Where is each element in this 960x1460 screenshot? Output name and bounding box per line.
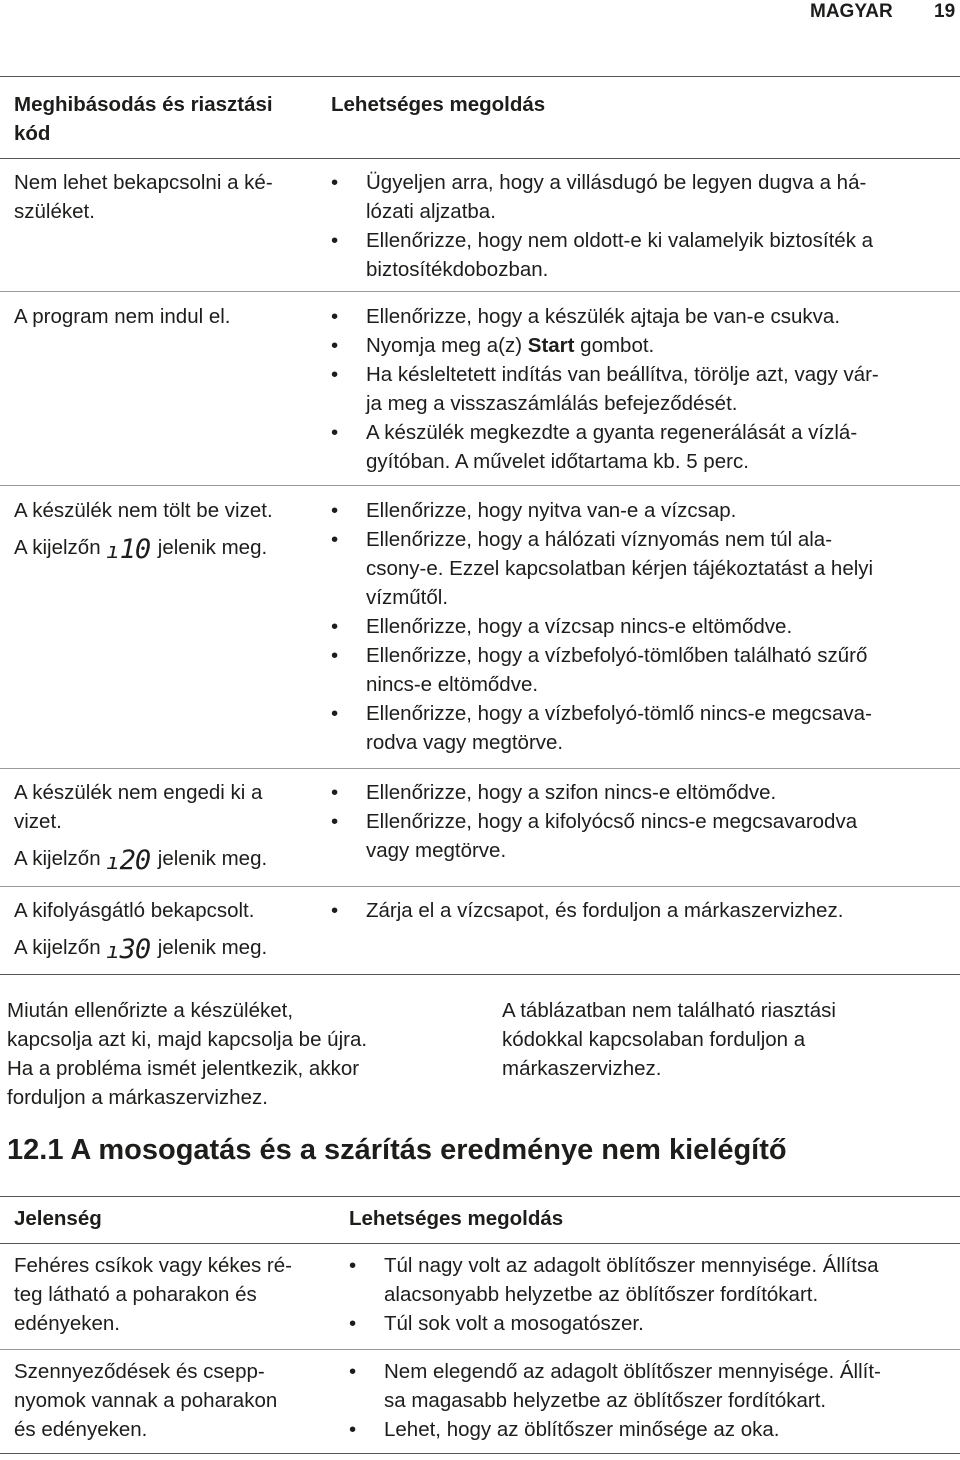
- display-prefix: A kijelzőn: [14, 847, 101, 870]
- bullet: •: [331, 702, 339, 725]
- solution-list: [331, 778, 951, 865]
- bullet: •: [331, 899, 339, 922]
- solution-text: Túl nagy volt az adagolt öblítőszer mennyisége. Állítsa: [384, 1254, 879, 1277]
- display-suffix: jelenik meg.: [157, 847, 268, 870]
- bullet: •: [331, 810, 339, 833]
- note-line: A táblázatban nem található riasztási: [502, 999, 836, 1022]
- solution-text: sa magasabb helyzetbe az öblítőszer fordítókart.: [384, 1389, 827, 1412]
- solution-text: Zárja el a vízcsapot, és forduljon a márkaszervizhez.: [366, 899, 844, 922]
- table-row-problem: [14, 1357, 334, 1444]
- display-code: [106, 935, 150, 966]
- note-restart: [7, 996, 467, 1112]
- bullet: •: [331, 615, 339, 638]
- problem-line: szüléket.: [14, 200, 95, 223]
- bullet: •: [349, 1418, 357, 1441]
- note-line: forduljon a márkaszervizhez.: [7, 1086, 268, 1109]
- bullet: •: [331, 363, 339, 386]
- note-line: kapcsolja azt ki, majd kapcsolja be újra.: [7, 1028, 368, 1051]
- bullet: •: [331, 229, 339, 252]
- bullet: •: [331, 499, 339, 522]
- solution-list: [331, 896, 951, 925]
- solution-text: Túl sok volt a mosogatószer.: [384, 1312, 644, 1335]
- solution-list: [331, 168, 951, 284]
- display-code: [106, 535, 150, 566]
- bullet: •: [331, 305, 339, 328]
- table-row-problem: [14, 302, 314, 331]
- solution-text: Ellenőrizze, hogy a kifolyócső nincs-e megcsavarodva: [366, 810, 858, 833]
- solution-text: Lehet, hogy az öblítőszer minősége az oka.: [384, 1418, 780, 1441]
- table1-col1-header: [14, 90, 314, 148]
- start-button-label: Start: [527, 334, 575, 357]
- display-code-line: [14, 844, 324, 877]
- solution-text: Ellenőrizze, hogy a hálózati víznyomás nem túl ala-: [366, 528, 833, 551]
- solution-text: vízműtől.: [366, 586, 449, 609]
- table2-col1-header: Jelenség: [14, 1207, 102, 1230]
- solution-text: Ellenőrizze, hogy nyitva van-e a vízcsap.: [366, 499, 737, 522]
- display-prefix: A kijelzőn: [14, 536, 101, 559]
- bullet: •: [331, 528, 339, 551]
- solution-text: alacsonyabb helyzetbe az öblítőszer fordítókart.: [384, 1283, 819, 1306]
- list-item: [331, 496, 951, 525]
- display-code-i: ı: [106, 850, 119, 875]
- problem-line: Fehéres csíkok vagy kékes ré-: [14, 1254, 292, 1277]
- list-item: [331, 896, 951, 925]
- solution-list: [349, 1251, 954, 1338]
- page-header: [0, 0, 960, 30]
- note-service: [502, 996, 942, 1083]
- problem-line: A készülék nem tölt be vizet.: [14, 499, 273, 522]
- header-language: MAGYAR: [810, 1, 893, 22]
- solution-text: Ellenőrizze, hogy nem oldott-e ki valamelyik biztosíték a: [366, 229, 874, 252]
- bullet: •: [331, 781, 339, 804]
- solution-text: Ellenőrizze, hogy a vízbefolyó-tömlő nincs-e megcsava-: [366, 702, 872, 725]
- note-line: Ha a probléma ismét jelentkezik, akkor: [7, 1057, 360, 1080]
- page-number: 19: [934, 1, 956, 22]
- solution-text: Ellenőrizze, hogy a szifon nincs-e eltömődve.: [366, 781, 777, 804]
- solution-text: Ellenőrizze, hogy a vízbefolyó-tömlőben található szűrő: [366, 644, 868, 667]
- solution-list: [349, 1357, 954, 1444]
- solution-list: [331, 496, 951, 757]
- solution-text: Nem elegendő az adagolt öblítőszer mennyisége. Állít-: [384, 1360, 881, 1383]
- problem-line: teg látható a poharakon és: [14, 1283, 257, 1306]
- problem-line: Nem lehet bekapcsolni a ké-: [14, 171, 273, 194]
- bullet: •: [331, 334, 339, 357]
- table1-col2-header: Lehetséges megoldás: [331, 93, 546, 116]
- display-suffix: jelenik meg.: [157, 936, 268, 959]
- list-item: [331, 525, 951, 612]
- table1-col1-header-text: Meghibásodás és riasztási kód: [14, 93, 273, 145]
- display-suffix: jelenik meg.: [157, 536, 268, 559]
- problem-line: A program nem indul el.: [14, 305, 231, 328]
- solution-text: A készülék megkezdte a gyanta regenerálását a vízlá-: [366, 421, 858, 444]
- list-item: [331, 360, 951, 418]
- solution-text: csony-e. Ezzel kapcsolatban kérjen tájékoztatást a helyi: [366, 557, 874, 580]
- list-item: [331, 699, 951, 757]
- table2-col2-header: Lehetséges megoldás: [349, 1207, 564, 1230]
- list-item: [331, 418, 951, 476]
- problem-line: vizet.: [14, 810, 62, 833]
- solution-list: [331, 302, 951, 476]
- list-item: [331, 302, 951, 331]
- note-line: kódokkal kapcsolaban forduljon a: [502, 1028, 806, 1051]
- table-row-problem: [14, 778, 324, 877]
- solution-text: ja meg a visszaszámlálás befejeződését.: [366, 392, 738, 415]
- bullet: •: [331, 644, 339, 667]
- note-line: márkaszervizhez.: [502, 1057, 662, 1080]
- list-item: [331, 612, 951, 641]
- table-row-problem: [14, 496, 324, 566]
- list-item: [331, 226, 951, 284]
- display-code-i: ı: [106, 939, 119, 964]
- problem-line: edényeken.: [14, 1312, 121, 1335]
- solution-text: vagy megtörve.: [366, 839, 507, 862]
- problem-line: A kifolyásgátló bekapcsolt.: [14, 899, 255, 922]
- display-code-line: [14, 933, 324, 966]
- table-row-problem: [14, 1251, 334, 1338]
- list-item: [331, 331, 951, 360]
- solution-text: Ha késleltetett indítás van beállítva, törölje azt, vagy vár-: [366, 363, 879, 386]
- bullet: •: [331, 421, 339, 444]
- problem-line: A készülék nem engedi ki a: [14, 781, 263, 804]
- list-item: [349, 1357, 954, 1415]
- problem-line: Szennyeződések és csepp-: [14, 1360, 265, 1383]
- table-row-problem: [14, 896, 324, 966]
- solution-text: Ellenőrizze, hogy a készülék ajtaja be van-e csukva.: [366, 305, 841, 328]
- list-item: [349, 1415, 954, 1444]
- display-prefix: A kijelzőn: [14, 936, 101, 959]
- bullet: •: [349, 1254, 357, 1277]
- solution-text: lózati aljzatba.: [366, 200, 496, 223]
- display-code-digits: 10: [119, 534, 151, 565]
- display-code-line: [14, 533, 324, 566]
- display-code-digits: 20: [119, 845, 151, 876]
- solution-text: Ügyeljen arra, hogy a villásdugó be legyen dugva a há-: [366, 171, 867, 194]
- bullet: •: [349, 1360, 357, 1383]
- solution-text: gombot.: [574, 334, 655, 357]
- list-item: [331, 778, 951, 807]
- list-item: [331, 641, 951, 699]
- solution-text: nincs-e eltömődve.: [366, 673, 539, 696]
- section-title: 12.1 A mosogatás és a szárítás eredménye nem kielégítő: [7, 1134, 787, 1166]
- solution-text: Nyomja meg a(z): [366, 334, 528, 357]
- problem-line: nyomok vannak a poharakon: [14, 1389, 278, 1412]
- solution-text: gyítóban. A művelet időtartama kb. 5 perc.: [366, 450, 749, 473]
- list-item: [349, 1309, 954, 1338]
- list-item: [331, 168, 951, 226]
- bullet: •: [349, 1312, 357, 1335]
- solution-text: Ellenőrizze, hogy a vízcsap nincs-e eltömődve.: [366, 615, 793, 638]
- display-code-i: ı: [106, 539, 119, 564]
- display-code: [106, 846, 150, 877]
- display-code-digits: 30: [119, 934, 151, 965]
- note-line: Miután ellenőrizte a készüléket,: [7, 999, 294, 1022]
- list-item: [331, 807, 951, 865]
- solution-text: biztosítékdobozban.: [366, 258, 549, 281]
- bullet: •: [331, 171, 339, 194]
- solution-text: rodva vagy megtörve.: [366, 731, 564, 754]
- list-item: [349, 1251, 954, 1309]
- table-row-problem: [14, 168, 314, 226]
- problem-line: és edényeken.: [14, 1418, 148, 1441]
